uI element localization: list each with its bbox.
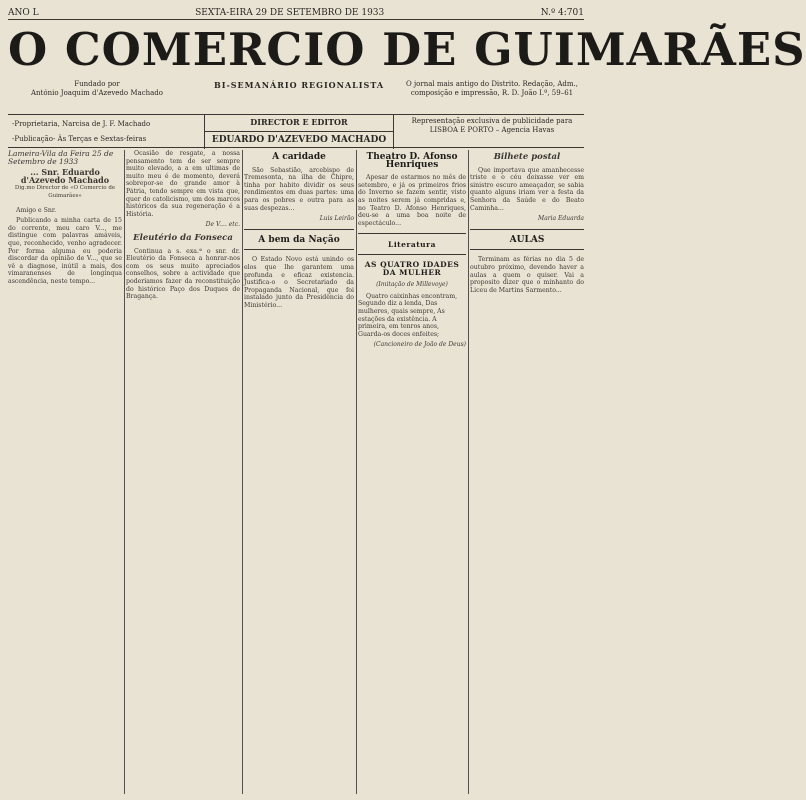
- article-body-2: Continua a s. exa.ª o snr. dr. Eleutério da Fonseca a honrar-nos com os seus muito apreciados conselhos, sobre a actividade que poderiamos fazer da reconstituição do histórico Paço dos Duques de Bragança.: [126, 247, 240, 301]
- info-bar: [8, 114, 584, 148]
- owner-label: -Proprietaria, Narcisa de J. F. Machado: [12, 120, 151, 128]
- issue-number: N.º 4:701: [540, 7, 584, 18]
- column-divider: [356, 150, 357, 794]
- article-body: São Sebastião, arcebispo de Tremesonta, na ilha de Chipre, tinha por habito dividir os seus rendimentos em duas partes: uma para os pobres e outra para as suas despezas...: [244, 166, 354, 212]
- letter-body: Publicando a minha carta de 15 do corrente, meu caro V..., me distingue com palavras amáveis, que, reconhecido, venho agradecer. Por forma alguma eu poderia discordar da opinião de V..., que se vê a diagnose, inútil a mais, dos vimaranenses de longínqua ascendência, neste tempo...: [8, 217, 122, 285]
- poem-signature: (Cancioneiro de João de Deus): [373, 341, 466, 349]
- newspaper-page: [8, 6, 806, 794]
- director-name: EDUARDO D'AZEVEDO MACHADO: [205, 131, 393, 145]
- article-body: Que importava que amanhecesse triste e o céu deixasse ver em sinistro escuro ameaçador, se sabia quanto alguns iriam ver a festa da Senhora da Saúde e do Beato Caminha...: [470, 166, 584, 212]
- column-divider: [124, 150, 125, 794]
- founded-label: Fundado por: [74, 80, 120, 88]
- year-label: ANO L: [8, 7, 39, 18]
- article-body-2: Terminam as férias no dia 5 de outubro próximo, devendo haver a aulas a quem o quiser. Vai a proposito dizer que o minhanto do Liceu de Martins Sarmento...: [470, 256, 584, 294]
- letter-recipient: ... Snr. Eduardo d'Azevedo Machado: [20, 167, 110, 185]
- article-heading: Eleutério da Fonseca: [133, 232, 233, 243]
- header-topline: [8, 6, 584, 20]
- advertising-label: Representação exclusiva de publicidade para LISBOA E PORTO – Agencia Havas: [411, 117, 573, 134]
- poem-title: AS QUATRO IDADES DA MULHER: [364, 259, 460, 277]
- column-divider: [242, 150, 243, 794]
- article-heading-aulas: AULAS: [509, 234, 545, 245]
- founder-block: [12, 80, 182, 98]
- column-divider: [468, 150, 469, 794]
- article-body: Ocasião de resgate, a nossa pensamento tem de ser sempre muito elevado, a a em ultimas de muito meu é de momento, deverá sobrepor-se do grande amor à Pátria, tendo sempre em vista que, quer do catolicismo, um dos marcos históricos da sua regeneração é a História.: [126, 150, 240, 218]
- poem-subtitle: (Imitação de Millevoye): [376, 281, 448, 289]
- column-3: [244, 150, 354, 794]
- letter-recipient-title: Dig.mo Director de «O Comercio de Guimarães»: [14, 185, 116, 199]
- owner-block: [12, 117, 202, 147]
- column-5: [470, 150, 584, 794]
- column-4: [358, 150, 466, 794]
- article-heading-caridade: A caridade: [272, 152, 326, 162]
- column-2: [126, 150, 240, 794]
- paper-type: BI-SEMANÁRIO REGIONALISTA: [213, 80, 385, 90]
- article-signature: Luis Leirão: [319, 215, 354, 223]
- section-label-literatura: Literatura: [388, 240, 436, 250]
- article-heading-bilhete: Bilhete postal: [493, 152, 561, 162]
- letter-dateline: Lameira-Vila da Feira 25 de Setembro de 1933: [8, 149, 114, 166]
- poem-body: Quatro caixinhas encontram, Segundo diz a lenda, Das mulheres, quais sempre, As estações da existência. A primeira, em tenros anos, Guarda-os doces enfeites;: [358, 292, 458, 338]
- publication-label: -Publicação- Às Terças e Sextas-feiras: [12, 135, 147, 143]
- date-label: SEXTA-EIRA 29 DE SETEMBRO DE 1933: [195, 7, 385, 18]
- article-body: Apesar de estarmos no mês de setembro, e já os primeiros frios do Inverno se fazem sentir, visto as noites serem já compridas e, no Teatro D. Afonso Henriques, deu-se a uma boa noite de espectáculo...: [358, 174, 466, 227]
- founder-name: António Joaquim d'Azevedo Machado: [30, 89, 163, 97]
- masthead-title: O COMERCIO DE GUIMARÃES: [8, 23, 806, 76]
- article-signature: Maria Eduarda: [538, 215, 584, 223]
- article-signature: De V.... etc.: [205, 221, 240, 229]
- director-box: [204, 115, 394, 149]
- article-heading-bem-da-nacao: A bem da Nação: [258, 234, 340, 245]
- article-body-2: O Estado Novo está unindo os elos que lhe garantem uma profunda e eficaz existencia. Justifica-o o Secretariado da Propaganda Nacional, que foi instalado junto da Presidência do Ministério...: [244, 256, 354, 309]
- director-label: DIRECTOR E EDITOR: [250, 117, 348, 127]
- letter-salutation: Amigo e Snr.: [16, 206, 57, 214]
- paper-description: O jornal mais antigo do Distrito. Redação, Adm., composição e impressão, R. D. João I.º, 59–61: [406, 80, 578, 97]
- column-1: [8, 150, 122, 794]
- article-heading-theatro: Theatro D. Afonso Henriques: [366, 152, 458, 170]
